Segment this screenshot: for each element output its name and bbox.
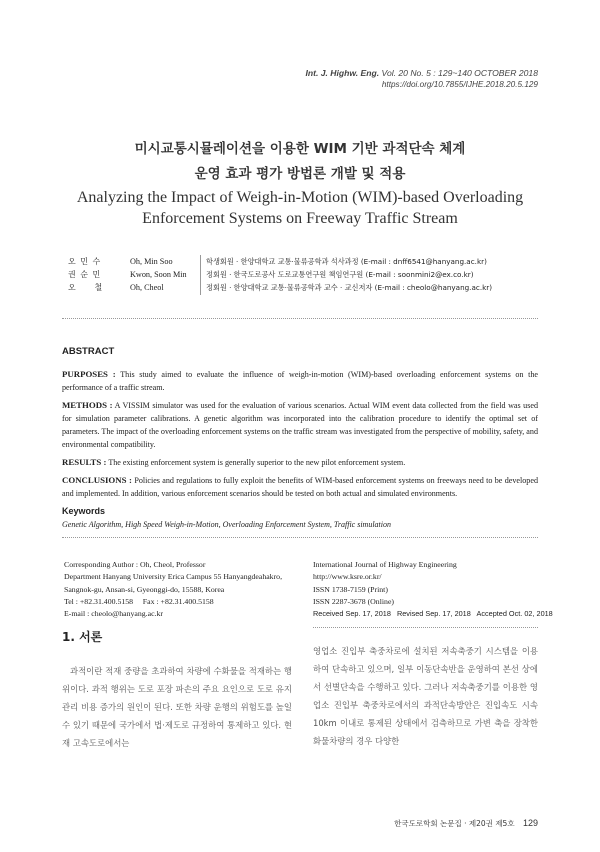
conclusions-text: Policies and regulations to fully exploit the benefits of WIM-based enforcement systems on freeways need to be developed and implemented. In addition, various enforcement scenarios should be tested on both actual and simulated environments. — [62, 476, 538, 498]
section-heading: 1. 서론 — [62, 630, 103, 644]
author-name-en: Oh, Min Soo — [130, 257, 173, 266]
correspondence-block — [64, 559, 304, 620]
corr-email[interactable]: E-mail : cheolo@hanyang.ac.kr — [64, 609, 163, 619]
received-dates: Received Sep. 17, 2018 Revised Sep. 17, 2018 Accepted Oct. 02, 2018 — [313, 609, 553, 619]
author-divider — [200, 268, 201, 281]
corr-address: Sangnok-gu, Ansan-si, Gyeonggi-do, 15588, Korea — [64, 584, 225, 594]
corr-phone: Tel : +82.31.400.5158 Fax : +82.31.400.5158 — [64, 596, 214, 606]
author-name-ko: 권 순 민 — [68, 270, 102, 280]
author-list — [68, 255, 492, 295]
abstract-methods — [62, 399, 538, 451]
footer-journal: 한국도로학회 논문집 · 제20권 제5호 — [394, 819, 515, 828]
title-english-line2: Enforcement Systems on Freeway Traffic Stream — [142, 210, 458, 227]
purposes-text: This study aimed to evaluate the influence of weigh-in-motion (WIM)-based overloading enforcement systems on the performance of a traffic stream. — [62, 370, 538, 392]
divider-dotted — [313, 627, 538, 628]
conclusions-label: CONCLUSIONS : — [62, 475, 132, 485]
journal-url[interactable]: http://www.ksre.or.kr/ — [313, 572, 382, 582]
purposes-label: PURPOSES : — [62, 369, 116, 379]
issn-print: ISSN 1738-7159 (Print) — [313, 584, 388, 594]
author-affiliation: 정회원 · 한국도로공사 도로교통연구원 책임연구원 (E-mail : soonmini2@ex.co.kr) — [206, 270, 474, 280]
body-left-column: 과적이란 적재 중량을 초과하여 차량에 수화물을 적재하는 행위이다. 과적 행위는 도로 포장 파손의 주요 요인으로 도로 유지관리 비용 증가의 원인이 된다. 또한 차량 운행의 위험도를 높일 수 있기 때문에 국가에서 법·제도로 규정하여 통제하고 있다. 현재 고속도로에서는 — [62, 666, 292, 748]
keywords-list: Genetic Algorithm, High Speed Weigh-in-Motion, Overloading Enforcement System, Traffic simulation — [62, 520, 391, 529]
results-text: The existing enforcement system is generally superior to the new pilot enforcement system. — [108, 458, 406, 467]
keywords-heading: Keywords — [62, 506, 106, 516]
title-english-line1: Analyzing the Impact of Weigh-in-Motion (WIM)-based Overloading — [76, 189, 524, 206]
abstract-purposes — [62, 368, 538, 394]
author-row — [68, 255, 492, 268]
author-affiliation: 학생회원 · 한양대학교 교통·물류공학과 석사과정 (E-mail : dnff6541@hanyang.ac.kr) — [206, 257, 487, 266]
divider-dotted — [62, 537, 538, 538]
title-korean-line1: 미시교통시뮬레이션을 이용한 WIM 기반 과적단속 체계 — [134, 141, 466, 157]
author-row — [68, 268, 492, 281]
page-footer — [394, 818, 538, 829]
author-divider — [200, 255, 201, 268]
author-affiliation: 정회원 · 한양대학교 교통·물류공학과 교수 · 교신저자 (E-mail : cheolo@hanyang.ac.kr) — [206, 283, 493, 293]
journal-name: International Journal of Highway Engineering — [313, 560, 457, 569]
methods-label: METHODS : — [62, 400, 113, 410]
issn-online: ISSN 2287-3678 (Online) — [313, 596, 394, 606]
body-right-column: 영업소 진입부 축중차로에 설치된 저속축중기 시스템을 이용하여 단속하고 있으며, 일부 이동단속반을 운영하여 본선 상에서 선별단속을 수행하고 있다. 그러나 저속축중기를 이용한 영업소 진입부 축중차로에서의 과적단속방안은 진입속도 시속 10km 이내로 통제된 상태에서 검측하므로 가변 축을 장착한 화물차량의 경우 다양한 — [313, 646, 538, 746]
author-name-ko: 오 철 — [68, 283, 104, 293]
journal-abbr: Int. J. Highw. Eng. — [305, 68, 380, 78]
journal-citation — [305, 68, 538, 78]
author-name-en: Kwon, Soon Min — [130, 270, 187, 280]
author-name-en: Oh, Cheol — [130, 283, 164, 293]
author-name-ko: 오 민 수 — [68, 257, 102, 266]
corr-author: Corresponding Author : Oh, Cheol, Professor — [64, 560, 206, 569]
page-number: 129 — [522, 818, 538, 828]
volume-info: Vol. 20 No. 5 : 129~140 OCTOBER 2018 — [381, 68, 538, 78]
divider-dotted — [62, 318, 538, 319]
corr-department: Department Hanyang University Erica Campus 55 Hanyangdeahakro, — [64, 572, 283, 582]
title-korean-line2: 운영 효과 평가 방법론 개발 및 적용 — [194, 166, 406, 182]
abstract-conclusions — [62, 474, 538, 500]
abstract-heading: ABSTRACT — [62, 346, 115, 357]
doi-link[interactable]: https://doi.org/10.7855/IJHE.2018.20.5.129 — [381, 80, 538, 89]
author-row — [68, 281, 492, 294]
results-label: RESULTS : — [62, 457, 107, 467]
abstract-results — [62, 456, 538, 469]
methods-text: A VISSIM simulator was used for the evaluation of various scenarios. Actual WIM event data collected from the field was used for simulation parameter calibrations. A genetic algorithm was incorporated into the calibration procedure to identify the optimal set of parameters. The impact of the overloading enforcement systems on the traffic stream was investigated from the perspective of mobility, safety, and environmental compatibility. — [62, 401, 539, 449]
journal-info-block — [313, 559, 553, 620]
author-divider — [200, 281, 201, 294]
abstract-section — [62, 345, 538, 531]
